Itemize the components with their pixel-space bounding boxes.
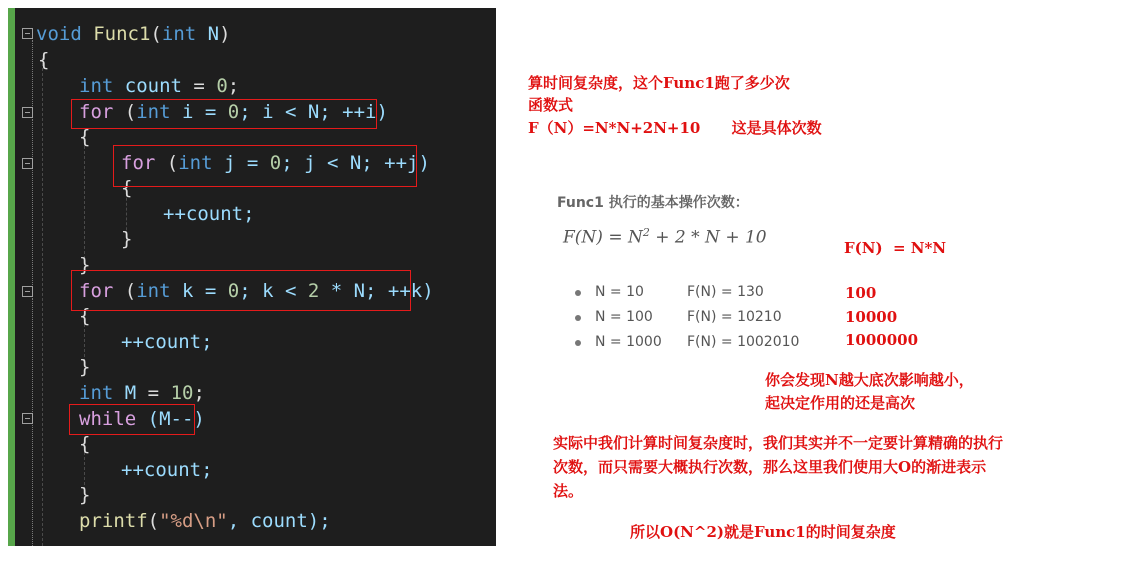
expr: j = — [212, 152, 270, 174]
code-line: { — [79, 433, 91, 455]
keyword: int — [136, 101, 171, 123]
code-line: } — [79, 254, 91, 276]
code-line: } — [79, 484, 91, 506]
keyword: int — [136, 280, 171, 302]
bullet-n: N = 100 — [595, 309, 653, 325]
highlight-box — [71, 270, 411, 311]
paren: ( — [113, 280, 137, 302]
keyword: int — [178, 152, 213, 174]
param: N — [196, 23, 220, 45]
paren: ( — [113, 101, 137, 123]
bullet-f: F(N) = 1002010 — [687, 334, 800, 350]
highlight-box — [69, 404, 195, 435]
expr: i = — [170, 101, 228, 123]
simplified-formula: F(N) = N*N — [844, 239, 947, 257]
paren: ( — [147, 510, 160, 532]
bullet-dot — [575, 290, 581, 296]
variable: count — [124, 75, 182, 97]
code-line: ++count; — [121, 331, 213, 353]
section-heading: Func1 执行的基本操作次数： — [557, 195, 749, 211]
approx-value: 100 — [845, 284, 877, 302]
code-line — [79, 381, 205, 406]
code-line — [79, 74, 239, 99]
explanation-text: 次数，而只需要大概执行次数，那么这里我们使用大O的渐进表示 — [553, 458, 987, 476]
expr: ; i < N; ++i) — [239, 101, 388, 123]
expr: ; j < N; ++j) — [281, 152, 430, 174]
variable: M — [124, 382, 137, 404]
highlight-box — [71, 99, 377, 129]
number: 0 — [227, 280, 240, 302]
function-name: Func1 — [93, 23, 151, 45]
bullet-n: N = 1000 — [595, 334, 662, 350]
explanation-text: 实际中我们计算时间复杂度时，我们其实并不一定要计算精确的执行 — [553, 434, 1004, 452]
annotation-formula: F（N）=N*N+2N+10 这是具体次数 — [528, 119, 822, 137]
keyword: for — [79, 280, 114, 302]
function-name: printf — [79, 510, 148, 532]
annotation-label: 函数式 — [528, 96, 574, 114]
highlight-box — [113, 145, 417, 187]
keyword: for — [79, 101, 114, 123]
code-line: } — [79, 356, 91, 378]
conclusion-text: 所以O(N^2)就是Func1的时间复杂度 — [630, 523, 896, 541]
approx-value: 10000 — [845, 308, 898, 326]
paren: ) — [219, 23, 231, 45]
number: 0 — [269, 152, 282, 174]
bullet-f: F(N) = 10210 — [687, 309, 782, 325]
number: 0 — [227, 101, 240, 123]
code-line: ++count; — [163, 203, 255, 225]
explanation-text: 法。 — [553, 482, 584, 500]
number: 0 — [216, 75, 228, 97]
code-line: ++count; — [121, 459, 213, 481]
code-line — [79, 509, 331, 534]
bullet-f: F(N) = 130 — [687, 284, 764, 300]
formula-exponent: 2 — [642, 226, 650, 239]
code-editor[interactable] — [8, 8, 496, 546]
keyword: while — [79, 408, 137, 430]
formula-right: + 2 * N + 10 — [649, 227, 767, 248]
bullet-n: N = 10 — [595, 284, 644, 300]
expr: , count); — [227, 510, 331, 532]
operator: = — [181, 75, 217, 97]
code-line: { — [79, 305, 91, 327]
code-line: { — [79, 126, 91, 148]
number: 2 — [307, 280, 320, 302]
code-line: { — [38, 49, 50, 71]
annotation-question: 算时间复杂度，这个Func1跑了多少次 — [528, 74, 790, 92]
semicolon: ; — [227, 75, 240, 97]
bullet-dot — [575, 315, 581, 321]
math-formula — [563, 226, 767, 248]
code-line — [36, 22, 231, 47]
code-line: { — [121, 177, 133, 199]
code-line: } — [121, 228, 133, 250]
keyword: for — [121, 152, 156, 174]
keyword: int — [79, 382, 114, 404]
expr: k = — [170, 280, 228, 302]
insight-text: 你会发现N越大底次影响越小， — [765, 371, 974, 389]
expr: * N; ++k) — [319, 280, 434, 302]
expr: ; k < — [239, 280, 308, 302]
insight-text: 起决定作用的还是高次 — [765, 394, 916, 412]
expr: (M--) — [136, 408, 205, 430]
keyword: int — [161, 23, 197, 45]
string: "%d\n" — [159, 510, 228, 532]
paren: ( — [150, 23, 162, 45]
keyword: int — [79, 75, 114, 97]
paren: ( — [155, 152, 179, 174]
approx-value: 1000000 — [845, 331, 919, 349]
bullet-dot — [575, 340, 581, 346]
keyword: void — [36, 23, 82, 45]
operator: = — [136, 382, 171, 404]
number: 10 — [170, 382, 194, 404]
formula-left: F(N) = N — [563, 227, 643, 248]
semicolon: ; — [193, 382, 205, 404]
